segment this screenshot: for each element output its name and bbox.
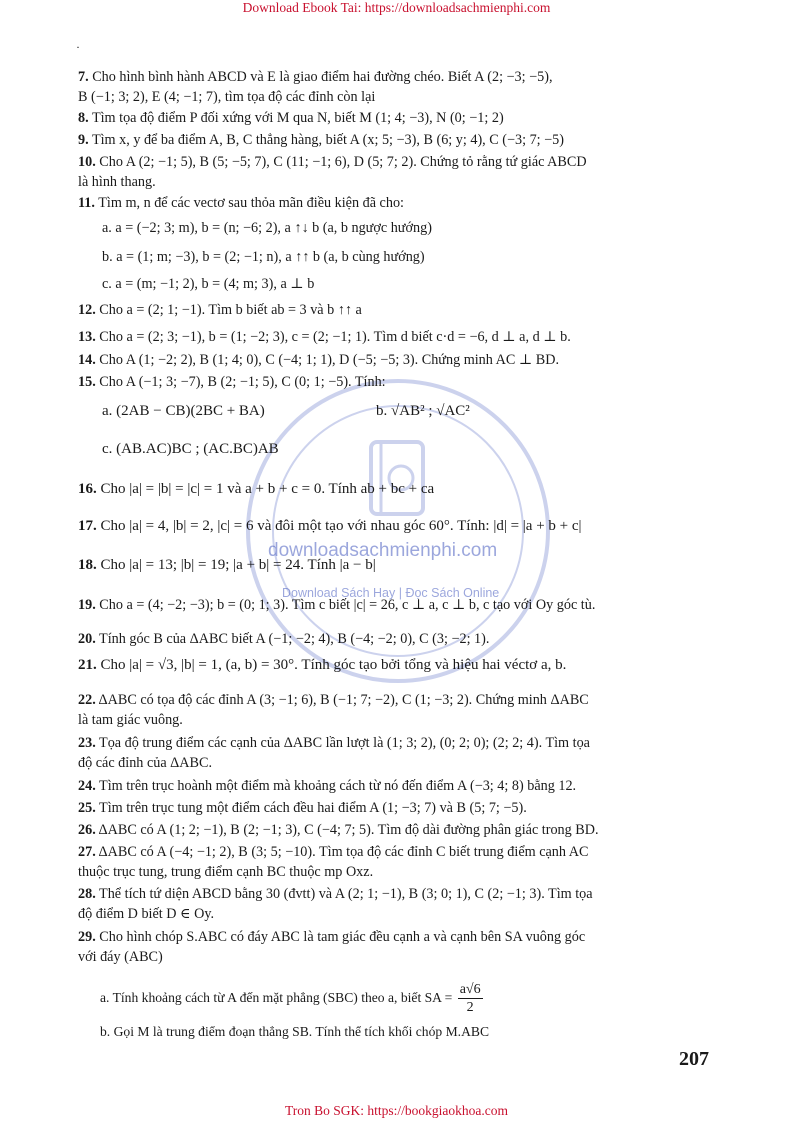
problem-text: Tìm trên trục tung một điểm cách đều hai điểm A (1; −3; 7) và B (5; 7; −5).: [99, 800, 527, 816]
problem-text: Cho A (1; −2; 2), B (1; 4; 0), C (−4; 1; 1), D (−5; −5; 3). Chứng minh AC ⊥ BD.: [99, 352, 560, 368]
problem-text: Cho |a| = |b| = |c| = 1 và a + b + c = 0. Tính ab + bc + ca: [100, 481, 435, 497]
problem-number: 26.: [78, 822, 96, 838]
problem-23-line-2: độ các đỉnh của ΔABC.: [78, 755, 213, 771]
problem-text: Cho A (−1; 3; −7), B (2; −1; 5), C (0; 1; −5). Tính:: [99, 374, 386, 390]
footer-link[interactable]: Tron Bo SGK: https://bookgiaokhoa.com: [284, 1103, 508, 1118]
problem-29-part-b: b. Gọi M là trung điểm đoạn thẳng SB. Tính thể tích khối chóp M.ABC: [100, 1024, 490, 1039]
problem-25: [78, 799, 718, 818]
problem-text: Tìm tọa độ điểm P đối xứng với M qua N, biết M (1; 4; −3), N (0; −1; 2): [91, 110, 504, 126]
problem-number: 20.: [78, 631, 96, 647]
problem-text: Cho hình chóp S.ABC có đáy ABC là tam giác đều cạnh a và cạnh bên SA vuông góc: [99, 929, 586, 945]
problem-8: [78, 109, 718, 128]
problem-number: 29.: [78, 929, 96, 945]
problem-text: Thể tích tứ diện ABCD bằng 30 (đvtt) và A (2; 1; −1), B (3; 0; 1), C (2; −1; 3). Tìm tọa: [99, 886, 593, 902]
problem-11-part-a: a. a = (−2; 3; m), b = (n; −6; 2), a ↑↓ b (a, b ngược hướng): [102, 220, 432, 236]
problem-number: 23.: [78, 735, 96, 751]
problem-16: [78, 480, 718, 499]
problem-7-line-2: B (−1; 3; 2), E (4; −1; 7), tìm tọa độ các đỉnh còn lại: [78, 89, 376, 105]
problem-22-line-2: là tam giác vuông.: [78, 712, 183, 728]
problem-number: 15.: [78, 374, 96, 390]
fraction: [458, 981, 483, 1016]
problem-number: 17.: [78, 518, 97, 534]
problem-15-part-c: c. (AB.AC)BC ; (AC.BC)AB: [102, 441, 279, 457]
problem-10-line-2: là hình thang.: [78, 174, 156, 190]
watermark-text: downloadsachmienphi.com: [268, 540, 498, 561]
problem-26: [78, 821, 718, 840]
problem-text: Cho a = (4; −2; −3); b = (0; 1; 3). Tìm c biết |c| = 26, c ⊥ a, c ⊥ b, c tạo với Oy góc tù.: [99, 597, 596, 613]
problem-13: [78, 328, 718, 347]
problem-number: 11.: [78, 195, 95, 211]
fraction-numerator: a√6: [459, 982, 481, 998]
problem-text: Tìm x, y để ba điểm A, B, C thẳng hàng, biết A (x; 5; −3), B (6; y; 4), C (−3; 7; −5): [91, 132, 564, 148]
problem-number: 24.: [78, 778, 96, 794]
problem-number: 12.: [78, 302, 96, 318]
problem-number: 14.: [78, 352, 96, 368]
problem-number: 7.: [78, 69, 89, 85]
problem-28-line-1: [78, 885, 718, 904]
problem-29-line-1: [78, 928, 718, 947]
problem-9: [78, 131, 718, 150]
problem-21: [78, 656, 718, 675]
page-number: 207: [679, 1048, 709, 1070]
problem-text: Cho a = (2; 3; −1), b = (1; −2; 3), c = (2; −1; 1). Tìm d biết c·d = −6, d ⊥ a, d ⊥ b.: [99, 329, 571, 345]
problem-7-line-1: [78, 68, 718, 87]
problem-17: [78, 517, 718, 536]
problem-text: Cho a = (2; 1; −1). Tìm b biết ab = 3 và b ↑↑ a: [99, 302, 362, 318]
problem-number: 25.: [78, 800, 96, 816]
problem-11-part-b: b. a = (1; m; −3), b = (2; −1; n), a ↑↑ b (a, b cùng hướng): [102, 249, 425, 265]
problem-number: 18.: [78, 557, 97, 573]
problem-14: [78, 351, 718, 370]
problem-11: [78, 194, 718, 213]
problem-number: 28.: [78, 886, 96, 902]
problem-12: [78, 301, 718, 320]
problem-20: [78, 630, 718, 649]
problem-number: 16.: [78, 481, 97, 497]
problem-number: 19.: [78, 597, 96, 613]
problem-28-line-2: độ điểm D biết D ∈ Oy.: [78, 906, 215, 922]
problem-number: 22.: [78, 692, 96, 708]
problem-22-line-1: [78, 691, 718, 710]
problem-text: Tìm trên trục hoành một điểm mà khoảng cách từ nó đến điểm A (−3; 4; 8) bằng 12.: [99, 778, 577, 794]
fraction-denominator: 2: [466, 1000, 474, 1016]
problem-number: 9.: [78, 132, 89, 148]
problem-number: 21.: [78, 657, 97, 673]
problem-15: [78, 373, 718, 392]
problem-text: Cho A (2; −1; 5), B (5; −5; 7), C (11; −1; 6), D (5; 7; 2). Chứng tỏ rằng tứ giác ABCD: [99, 154, 587, 170]
problem-number: 13.: [78, 329, 96, 345]
watermark-subtext: Download Sách Hay | Đọc Sách Online: [282, 586, 500, 600]
problem-11-part-c: c. a = (m; −1; 2), b = (4; m; 3), a ⊥ b: [102, 276, 315, 292]
problem-text: ΔABC có A (−4; −1; 2), B (3; 5; −10). Tìm tọa độ các đỉnh C biết trung điểm cạnh AC: [98, 844, 589, 860]
problem-text: Cho |a| = 4, |b| = 2, |c| = 6 và đôi một tạo với nhau góc 60°. Tính: |d| = |a + b + c|: [100, 518, 582, 534]
problem-10-line-1: [78, 153, 718, 172]
problem-text: ΔABC có tọa độ các đỉnh A (3; −1; 6), B (−1; 7; −2), C (1; −3; 2). Chứng minh ΔABC: [98, 692, 589, 708]
problem-15-part-a: a. (2AB − CB)(2BC + BA): [102, 403, 265, 419]
problem-number: 8.: [78, 110, 89, 126]
problem-19: [78, 596, 718, 615]
problem-text: ΔABC có A (1; 2; −1), B (2; −1; 3), C (−4; 7; 5). Tìm độ dài đường phân giác trong BD.: [98, 822, 599, 838]
problem-number: 10.: [78, 154, 96, 170]
stray-mark: ·: [76, 40, 80, 54]
problem-text: Cho |a| = √3, |b| = 1, (a, b) = 30°. Tính góc tạo bởi tổng và hiệu hai véctơ a, b.: [100, 657, 567, 673]
problem-text: Tính góc B của ΔABC biết A (−1; −2; 4), B (−4; −2; 0), C (3; −2; 1).: [99, 631, 490, 647]
problem-text: Tìm m, n để các vectơ sau thỏa mãn điều kiện đã cho:: [98, 195, 404, 211]
problem-number: 27.: [78, 844, 96, 860]
problem-27-line-1: [78, 843, 718, 862]
problem-text: Tọa độ trung điểm các cạnh của ΔABC lần lượt là (1; 3; 2), (0; 2; 0); (2; 2; 4). Tìm tọa: [99, 735, 590, 751]
problem-29-line-2: với đáy (ABC): [78, 949, 163, 965]
header-download-link[interactable]: Download Ebook Tai: https://downloadsachmienphi.com: [242, 0, 551, 15]
problem-18: [78, 556, 718, 575]
problem-24: [78, 777, 718, 796]
problem-text: Cho |a| = 13; |b| = 19; |a + b| = 24. Tính |a − b|: [100, 557, 376, 573]
problem-29-part-a: [100, 978, 740, 1018]
problem-text: Cho hình bình hành ABCD và E là giao điểm hai đường chéo. Biết A (2; −3; −5),: [92, 69, 553, 85]
problem-23-line-1: [78, 734, 718, 753]
problem-15-part-b: b. √AB² ; √AC²: [376, 403, 470, 419]
part-a-text: a. Tính khoảng cách từ A đến mặt phẳng (SBC) theo a, biết SA =: [100, 990, 453, 1005]
problem-27-line-2: thuộc trục tung, trung điểm cạnh BC thuộc mp Oxz.: [78, 864, 374, 880]
